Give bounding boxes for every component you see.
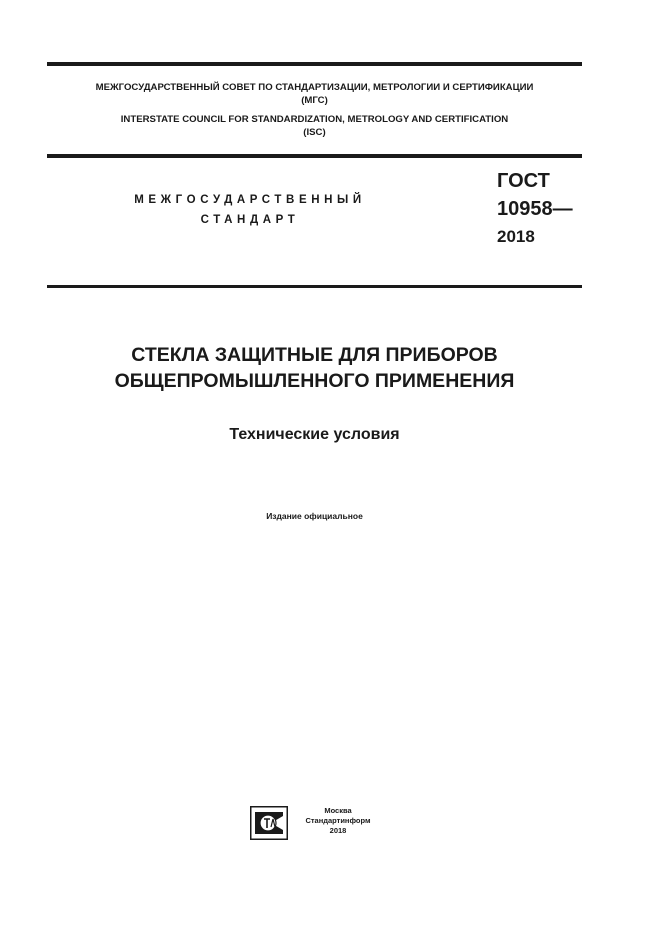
- standard-designation: [497, 167, 573, 251]
- document-title-line2: ОБЩЕПРОМЫШЛЕННОГО ПРИМЕНЕНИЯ: [114, 370, 515, 392]
- standard-number: 10958—: [497, 198, 573, 220]
- council-name-ru: [47, 81, 582, 107]
- council-abbrev-ru: (МГС): [301, 95, 328, 106]
- council-name-en: [47, 113, 582, 139]
- council-name-en-line1: INTERSTATE COUNCIL FOR STANDARDIZATION, METROLOGY AND CERTIFICATION: [120, 114, 509, 125]
- lower-rule: [47, 285, 582, 288]
- document-title-line1: СТЕКЛА ЗАЩИТНЫЕ ДЛЯ ПРИБОРОВ: [131, 344, 498, 366]
- standard-year: 2018: [497, 227, 535, 246]
- edition-note: Издание официальное: [266, 511, 363, 521]
- publisher-name: Стандартинформ: [305, 816, 371, 825]
- publisher-imprint: [288, 806, 388, 836]
- standard-code: ГОСТ: [497, 170, 550, 192]
- council-name-ru-line1: МЕЖГОСУДАРСТВЕННЫЙ СОВЕТ ПО СТАНДАРТИЗАЦИИ, МЕТРОЛОГИИ И СЕРТИФИКАЦИИ: [95, 82, 534, 93]
- standard-type-label: [110, 190, 390, 230]
- top-rule: [47, 62, 582, 66]
- middle-rule: [47, 154, 582, 158]
- standard-type-line2: СТАНДАРТ: [200, 214, 300, 226]
- document-subtitle: Технические условия: [229, 426, 400, 443]
- council-abbrev-en: (ISC): [303, 127, 326, 138]
- document-title: [47, 342, 582, 394]
- standard-type-line1: МЕЖГОСУДАРСТВЕННЫЙ: [134, 194, 366, 206]
- publication-year: 2018: [329, 826, 347, 835]
- publisher-city: Москва: [324, 806, 352, 815]
- standartinform-logo-icon: [250, 806, 288, 840]
